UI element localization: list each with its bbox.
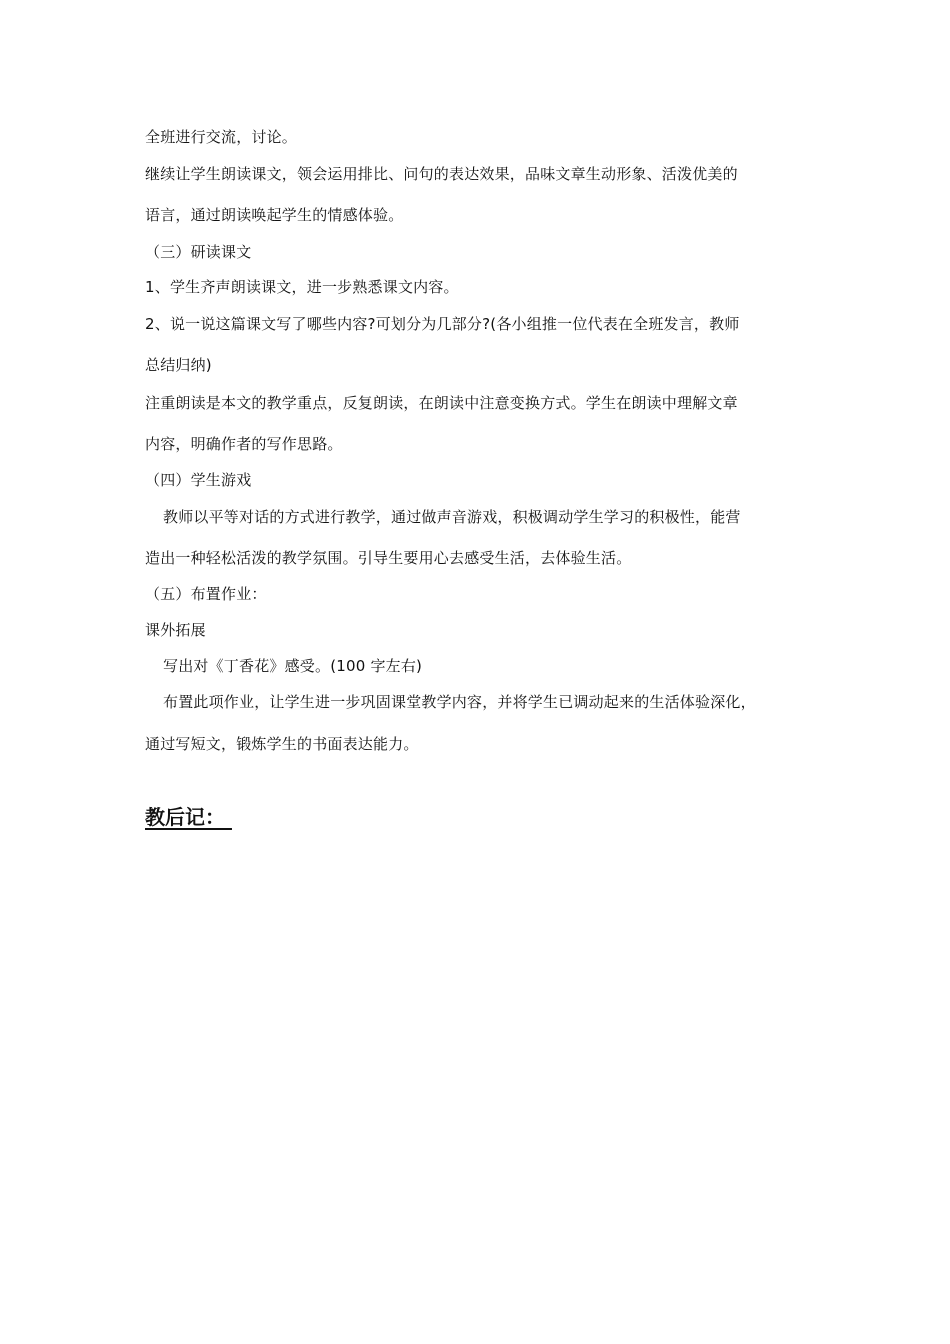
text-line: 总结归纳) <box>145 356 212 374</box>
text-line: 2、说一说这篇课文写了哪些内容?可划分为几部分?(各小组推一位代表在全班发言，教师 <box>145 315 740 333</box>
text-line: 1、学生齐声朗读课文，进一步熟悉课文内容。 <box>145 278 459 296</box>
post-lesson-notes-heading: 教后记： <box>145 805 232 829</box>
text-line: 写出对《丁香花》感受。(100 字左右) <box>163 657 423 675</box>
text-line: 继续让学生朗读课文，领会运用排比、问句的表达效果，品味文章生动形象、活泼优美的 <box>145 165 738 183</box>
section-heading-3: （三）研读课文 <box>145 243 252 261</box>
text-line: 通过写短文，锻炼学生的书面表达能力。 <box>145 735 419 753</box>
section-heading-4: （四）学生游戏 <box>145 471 252 489</box>
text-line: 教师以平等对话的方式进行教学，通过做声音游戏，积极调动学生学习的积极性，能营 <box>163 508 741 526</box>
text-line: 注重朗读是本文的教学重点，反复朗读，在朗读中注意变换方式。学生在朗读中理解文章 <box>145 394 738 412</box>
text-line: 课外拓展 <box>145 621 206 639</box>
section-heading-5: （五）布置作业： <box>145 585 267 603</box>
text-line: 造出一种轻松活泼的教学氛围。引导生要用心去感受生活，去体验生活。 <box>145 549 632 567</box>
text-line: 布置此项作业，让学生进一步巩固课堂教学内容，并将学生已调动起来的生活体验深化， <box>163 693 756 711</box>
text-line: 全班进行交流，讨论。 <box>145 128 298 146</box>
text-line: 内容，明确作者的写作思路。 <box>145 435 343 453</box>
text-line: 语言，通过朗读唤起学生的情感体验。 <box>145 206 404 224</box>
